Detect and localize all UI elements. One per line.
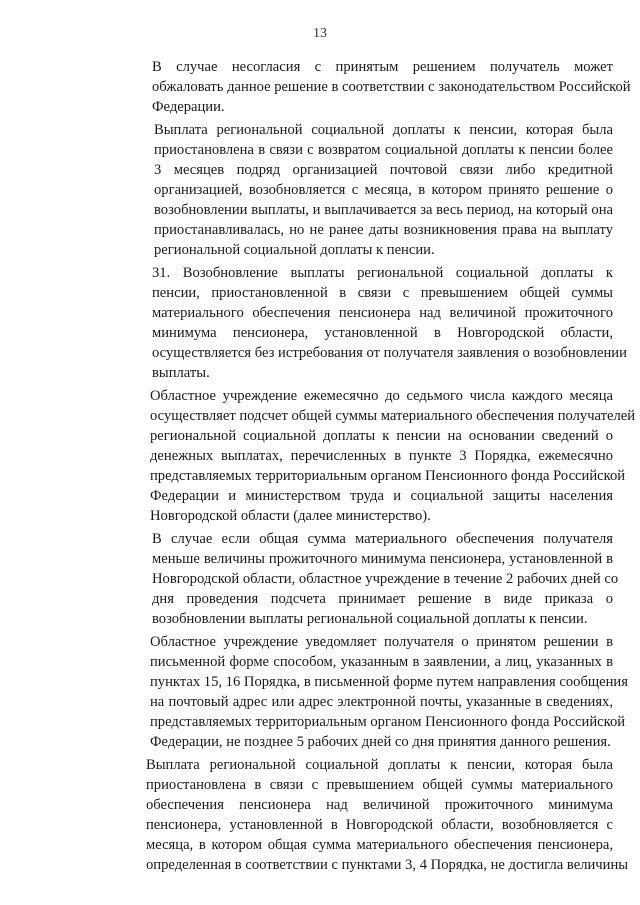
paragraph-resume-after-return	[118, 120, 613, 260]
text-line: приостановлена в связи с возвратом социальной доплаты к пенсии более	[154, 142, 613, 158]
text-line: Федерации.	[152, 99, 225, 115]
paragraph-appeal	[118, 57, 631, 117]
text-line: Областное учреждение уведомляет получателя о принятом решении в	[150, 634, 613, 650]
text-line: минимума пенсионера, установленной в Новгородской области,	[152, 325, 613, 341]
page-number: 13	[313, 26, 327, 41]
text-line: региональной социальной доплаты к пенсии на основании сведений о	[150, 428, 613, 444]
text-line: денежных выплатах, перечисленных в пункте 3 Порядка, ежемесячно	[150, 448, 613, 464]
text-line: материального обеспечения пенсионера над величиной прожиточного	[152, 305, 613, 321]
text-line: возобновлении выплаты региональной социальной доплаты к пенсии.	[152, 611, 588, 627]
text-line: приостановлена в связи с превышением общей суммы материального	[146, 777, 613, 793]
text-line: В случае несогласия с принятым решением получатель может	[152, 59, 613, 75]
text-line: письменной форме способом, указанным в заявлении, а лиц, указанных в	[150, 654, 613, 670]
paragraph-item-31	[118, 263, 627, 383]
text-line: выплаты.	[152, 365, 210, 381]
text-line: пенсионера, установленной в Новгородской области, возобновляется с	[146, 817, 613, 833]
text-line: осуществляет подсчет общей суммы материального обеспечения получателей	[150, 408, 636, 424]
text-line: Федерации и министерством труда и социальной защиты населения	[150, 488, 613, 504]
text-line: представляемых территориальным органом Пенсионного фонда Российской	[150, 714, 626, 730]
paragraph-monthly-calc	[118, 386, 636, 526]
text-line: 3 месяцев подряд организацией почтовой связи либо кредитной	[154, 162, 613, 178]
text-line: возобновлении выплаты, и выплачивается за весь период, на который она	[154, 202, 613, 218]
text-line: обеспечения пенсионера над величиной прожиточного минимума	[146, 797, 613, 813]
text-line: на почтовый адрес или адрес электронной почты, указанные в сведениях,	[150, 694, 613, 710]
text-line: региональной социальной доплаты к пенсии.	[154, 242, 435, 258]
text-line: обжаловать данное решение в соответствии с законодательством Российской	[152, 79, 631, 95]
text-line: Выплата региональной социальной доплаты к пенсии, которая была	[146, 757, 613, 773]
text-line: представляемых территориальным органом Пенсионного фонда Российской	[150, 468, 626, 484]
paragraph-resume-after-excess	[118, 755, 629, 875]
text-line: месяца, в котором общая сумма материального обеспечения пенсионера,	[146, 837, 613, 853]
paragraph-decision	[118, 529, 619, 629]
text-line: пенсии, приостановленной в связи с превышением общей суммы	[152, 285, 613, 301]
text-line: Областное учреждение ежемесячно до седьмого числа каждого месяца	[150, 388, 613, 404]
text-line: Федерации, не позднее 5 рабочих дней со дня принятия данного решения.	[150, 734, 611, 750]
text-line: осуществляется без истребования от получателя заявления о возобновлении	[152, 345, 627, 361]
text-line: Новгородской области, областное учреждение в течение 2 рабочих дней со	[152, 571, 619, 587]
text-line: 31. Возобновление выплаты региональной социальной доплаты к	[152, 265, 613, 281]
text-line: дня проведения подсчета принимает решение в виде приказа о	[152, 591, 613, 607]
paragraph-notification	[118, 632, 628, 752]
text-line: пунктах 15, 16 Порядка, в письменной форме путем направления сообщения	[150, 674, 628, 690]
text-line: приостанавливалась, но не ранее даты возникновения права на выплату	[154, 222, 613, 238]
text-line: Выплата региональной социальной доплаты к пенсии, которая была	[154, 122, 613, 138]
text-line: организацией, возобновляется с месяца, в котором принято решение о	[154, 182, 613, 198]
text-line: меньше величины прожиточного минимума пенсионера, установленной в	[152, 551, 613, 567]
text-line: определенная в соответствии с пунктами 3, 4 Порядка, не достигла величины	[146, 857, 629, 873]
text-line: В случае если общая сумма материального обеспечения получателя	[152, 531, 613, 547]
text-line: Новгородской области (далее министерство).	[150, 508, 431, 524]
document-body	[118, 57, 636, 878]
